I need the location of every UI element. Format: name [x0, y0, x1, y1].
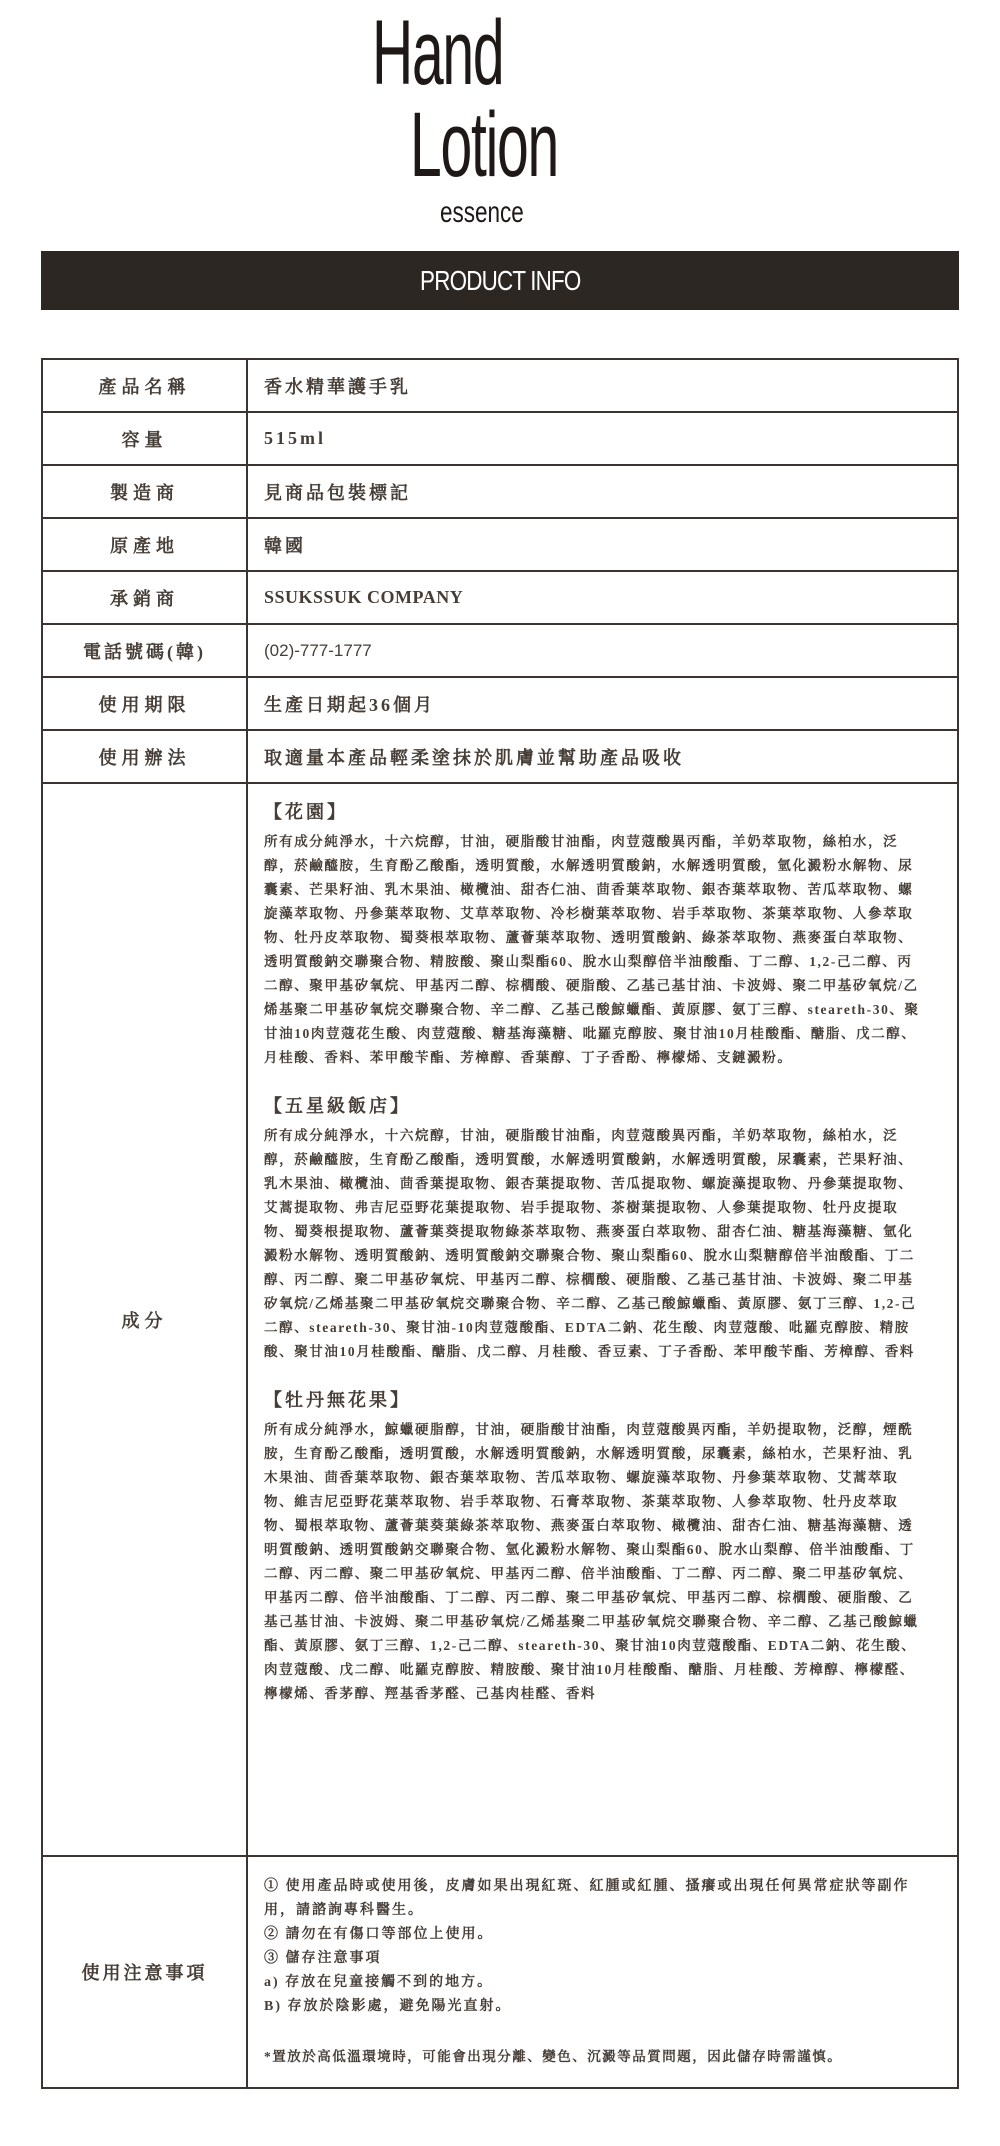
row-label: 承銷商	[42, 571, 247, 624]
notes-row	[42, 1856, 958, 2088]
note-item: ③ 儲存注意事項	[264, 1951, 382, 1966]
notes-content	[247, 1856, 958, 2088]
note-item: ② 請勿在有傷口等部位上使用。	[264, 1927, 494, 1942]
ingredient-section-title: 【五星級飯店】	[264, 1096, 411, 1116]
row-label: 容量	[42, 412, 247, 465]
note-item: a) 存放在兒童接觸不到的地方。	[264, 1975, 494, 1990]
row-value: 515ml	[247, 412, 958, 465]
ingredient-section-text: 所有成分純淨水，十六烷醇，甘油，硬脂酸甘油酯，肉荳蔻酸異丙酯，羊奶萃取物，絲柏水，泛醇，菸鹼醯胺，生育酚乙酸酯，透明質酸，水解透明質酸鈉，水解透明質酸，氫化澱粉水解物、尿囊素、芒果籽油、乳木果油、橄欖油、甜杏仁油、茴香葉萃取物、銀杏葉萃取物、苦瓜萃取物、螺旋藻萃取物、丹參葉萃取物、艾草萃取物、冷杉樹葉萃取物、岩手萃取物、茶葉萃取物、人參萃取物、牡丹皮萃取物、蜀葵根萃取物、蘆薈葉萃取物、透明質酸鈉、綠茶萃取物、燕麥蛋白萃取物、透明質酸鈉交聯聚合物、精胺酸、聚山梨酯60、脫水山梨醇倍半油酸酯、丁二醇、1,2-己二醇、丙二醇、聚甲基矽氧烷、甲基丙二醇、棕櫚酸、硬脂酸、乙基己基甘油、卡波姆、聚二甲基矽氧烷/乙烯基聚二甲基矽氧烷交聯聚合物、辛二醇、乙基己酸鯨蠟酯、黃原膠、氨丁三醇、steareth-30、聚甘油10肉荳蔻花生酸、肉荳蔻酸、糖基海藻糖、吡羅克醇胺、聚甘油10月桂酸酯、醣脂、戊二醇、月桂酸、香料、苯甲酸苄酯、芳樟醇、香葉醇、丁子香酚、檸檬烯、支鏈澱粉。	[264, 834, 920, 1065]
row-label: 使用辦法	[42, 730, 247, 783]
ingredient-section-title: 【花園】	[264, 802, 348, 822]
row-label: 電話號碼(韓)	[42, 624, 247, 677]
row-value: 韓國	[247, 518, 958, 571]
row-value: 香水精華護手乳	[247, 359, 958, 412]
row-value: 取適量本產品輕柔塗抹於肌膚並幫助產品吸收	[247, 730, 958, 783]
table-row	[42, 730, 958, 783]
row-label: 產品名稱	[42, 359, 247, 412]
ingredient-section-text: 所有成分純淨水，十六烷醇，甘油，硬脂酸甘油酯，肉荳蔻酸異丙酯，羊奶萃取物，絲柏水，泛醇，菸鹼醯胺，生育酚乙酸酯，透明質酸，水解透明質酸鈉，水解透明質酸，尿囊素，芒果籽油、乳木果油、橄欖油、茴香葉提取物、銀杏葉提取物、苦瓜提取物、螺旋藻提取物、丹參葉提取物、艾蒿提取物、弗吉尼亞野花葉提取物、岩手提取物、茶樹葉提取物、人參葉提取物、牡丹皮提取物、蜀葵根提取物、蘆薈葉葵提取物綠茶萃取物、燕麥蛋白萃取物、甜杏仁油、糖基海藻糖、氫化澱粉水解物、透明質酸鈉、透明質酸鈉交聯聚合物、聚山梨酯60、脫水山梨糖醇倍半油酸酯、丁二醇、丙二醇、聚二甲基矽氧烷、甲基丙二醇、棕櫚酸、硬脂酸、乙基己基甘油、卡波姆、聚二甲基矽氧烷/乙烯基聚二甲基矽氧烷交聯聚合物、辛二醇、乙基己酸鯨蠟酯、黃原膠、氨丁三醇、1,2-己二醇、steareth-30、聚甘油-10肉荳蔻酸酯、EDTA二鈉、花生酸、肉荳蔻酸、吡羅克醇胺、精胺酸、聚甘油10月桂酸酯、醣脂、戊二醇、月桂酸、香豆素、丁子香酚、苯甲酸苄酯、芳樟醇、香料	[264, 1128, 917, 1359]
ingredient-section-text: 所有成分純淨水，鯨蠟硬脂醇，甘油，硬脂酸甘油酯，肉荳蔻酸異丙酯，羊奶提取物，泛醇，煙酰胺，生育酚乙酸酯，透明質酸，水解透明質酸鈉，水解透明質酸，尿囊素，絲柏水，芒果籽油、乳木果油、茴香葉萃取物、銀杏葉萃取物、苦瓜萃取物、螺旋藻萃取物、丹參葉萃取物、艾蒿萃取物、維吉尼亞野花葉萃取物、岩手萃取物、石膏萃取物、茶葉萃取物、人參萃取物、牡丹皮萃取物、蜀根萃取物、蘆薈葉葵葉綠茶萃取物、燕麥蛋白萃取物、橄欖油、甜杏仁油、糖基海藻糖、透明質酸鈉、透明質酸鈉交聯聚合物、氫化澱粉水解物、聚山梨酯60、脫水山梨醇、倍半油酸酯、丁二醇、丙二醇、聚二甲基矽氧烷、甲基丙二醇、倍半油酸酯、丁二醇、丙二醇、聚二甲基矽氧烷、甲基丙二醇、倍半油酸酯、丁二醇、丙二醇、聚二甲基矽氧烷、甲基丙二醇、棕櫚酸、硬脂酸、乙基己基甘油、卡波姆、聚二甲基矽氧烷/乙烯基聚二甲基矽氧烷交聯聚合物、辛二醇、乙基己酸鯨蠟酯、黃原膠、氨丁三醇、1,2-己二醇、steareth-30、聚甘油10肉荳蔻酸酯、EDTA二鈉、花生酸、肉荳蔻酸、戊二醇、吡羅克醇胺、精胺酸、聚甘油10月桂酸酯、醣脂、月桂酸、芳樟醇、檸檬醛、檸檬烯、香茅醇、羥基香茅醛、己基肉桂醛、香料	[264, 1422, 919, 1701]
ingredient-section-title: 【牡丹無花果】	[264, 1390, 411, 1410]
logo-essence: essence	[440, 196, 524, 229]
row-label: 製造商	[42, 465, 247, 518]
table-row	[42, 359, 958, 412]
brand-logo	[0, 0, 1000, 240]
table-row	[42, 677, 958, 730]
row-label: 原產地	[42, 518, 247, 571]
table-row	[42, 571, 958, 624]
table-row	[42, 518, 958, 571]
table-row	[42, 412, 958, 465]
ingredients-label: 成分	[42, 783, 247, 1856]
banner-title: PRODUCT INFO	[419, 264, 581, 296]
row-value: 見商品包裝標記	[247, 465, 958, 518]
row-value: (02)-777-1777	[247, 624, 958, 677]
ingredients-content	[247, 783, 958, 1856]
note-item: B) 存放於陰影處，避免陽光直射。	[264, 1999, 512, 2014]
product-info-banner	[41, 251, 959, 310]
note-item: ① 使用產品時或使用後，皮膚如果出現紅斑、紅腫或紅腫、搔癢或出現任何異常症狀等副作用，請諮詢專科醫生。	[264, 1879, 910, 1918]
storage-footnote: *置放於高低溫環境時，可能會出現分離、變色、沉澱等品質問題，因此儲存時需謹慎。	[264, 2049, 843, 2064]
logo-lotion: Lotion	[410, 94, 558, 196]
product-info-table	[41, 358, 959, 2089]
logo-hand: Hand	[372, 2, 504, 104]
row-value: 生產日期起36個月	[247, 677, 958, 730]
row-label: 使用期限	[42, 677, 247, 730]
table-row	[42, 624, 958, 677]
row-value: SSUKSSUK COMPANY	[247, 571, 958, 624]
ingredients-row	[42, 783, 958, 1856]
table-row	[42, 465, 958, 518]
notes-label: 使用注意事項	[42, 1856, 247, 2088]
